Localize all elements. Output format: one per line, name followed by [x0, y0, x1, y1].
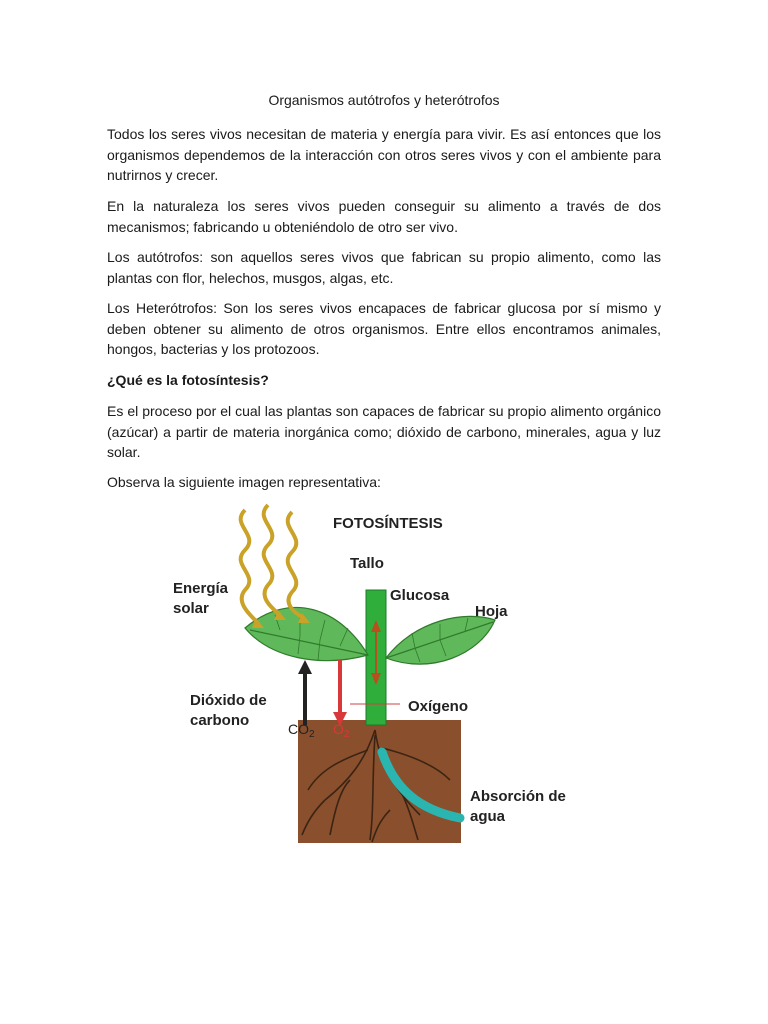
- paragraph-observe: Observa la siguiente imagen representativa:: [107, 474, 381, 490]
- diagram-heading: FOTOSÍNTESIS: [333, 515, 443, 532]
- left-leaf: [245, 607, 368, 660]
- label-water-line2: agua: [470, 808, 506, 825]
- paragraph-autotrophs: Los autótrofos: son aquellos seres vivos que fabrican su propio alimento, como las plantas con flor, helechos, musgos, algas, etc.: [107, 249, 661, 286]
- sun-rays: [241, 505, 304, 623]
- paragraph-photosynthesis: Es el proceso por el cual las plantas son capaces de fabricar su propio alimento orgánico (azúcar) a partir de materia inorgánica como; dióxido de carbono, minerales, agua y luz solar.: [107, 403, 661, 460]
- label-water-line1: Absorción de: [470, 788, 566, 805]
- label-energy-line2: solar: [173, 600, 209, 617]
- o2-formula: $O_2$: [333, 721, 350, 740]
- label-stem: Tallo: [350, 555, 384, 572]
- label-leaf: Hoja: [475, 603, 508, 620]
- label-co2-line2: carbono: [190, 712, 250, 729]
- paragraph-mechanisms: En la naturaleza los seres vivos pueden conseguir su alimento a través de dos mecanismos; fabricando u obteniéndolo de otro ser vivo.: [107, 198, 661, 235]
- section-question: ¿Qué es la fotosíntesis?: [107, 372, 269, 388]
- label-oxygen: Oxígeno: [408, 698, 469, 715]
- co2-formula: $CO_2$: [288, 721, 315, 740]
- label-glucose: Glucosa: [390, 587, 450, 604]
- paragraph-heterotrophs: Los Heterótrofos: Son los seres vivos encapaces de fabricar glucosa por sí mismo y deben obtener su alimento de otros organismos. Entre ellos encontramos animales, hongos, bacterias y los protozoos.: [107, 300, 661, 357]
- document-title: Organismos autótrofos y heterótrofos: [268, 92, 500, 108]
- photosynthesis-diagram: [150, 490, 590, 850]
- label-energy-line1: Energía: [173, 580, 229, 597]
- right-leaf: [386, 616, 495, 664]
- label-co2-line1: Dióxido de: [190, 692, 267, 709]
- paragraph-intro: Todos los seres vivos necesitan de materia y energía para vivir. Es así entonces que los organismos dependemos de la interacción con otros seres vivos y con el ambiente para nutrirnos y crecer.: [107, 126, 661, 183]
